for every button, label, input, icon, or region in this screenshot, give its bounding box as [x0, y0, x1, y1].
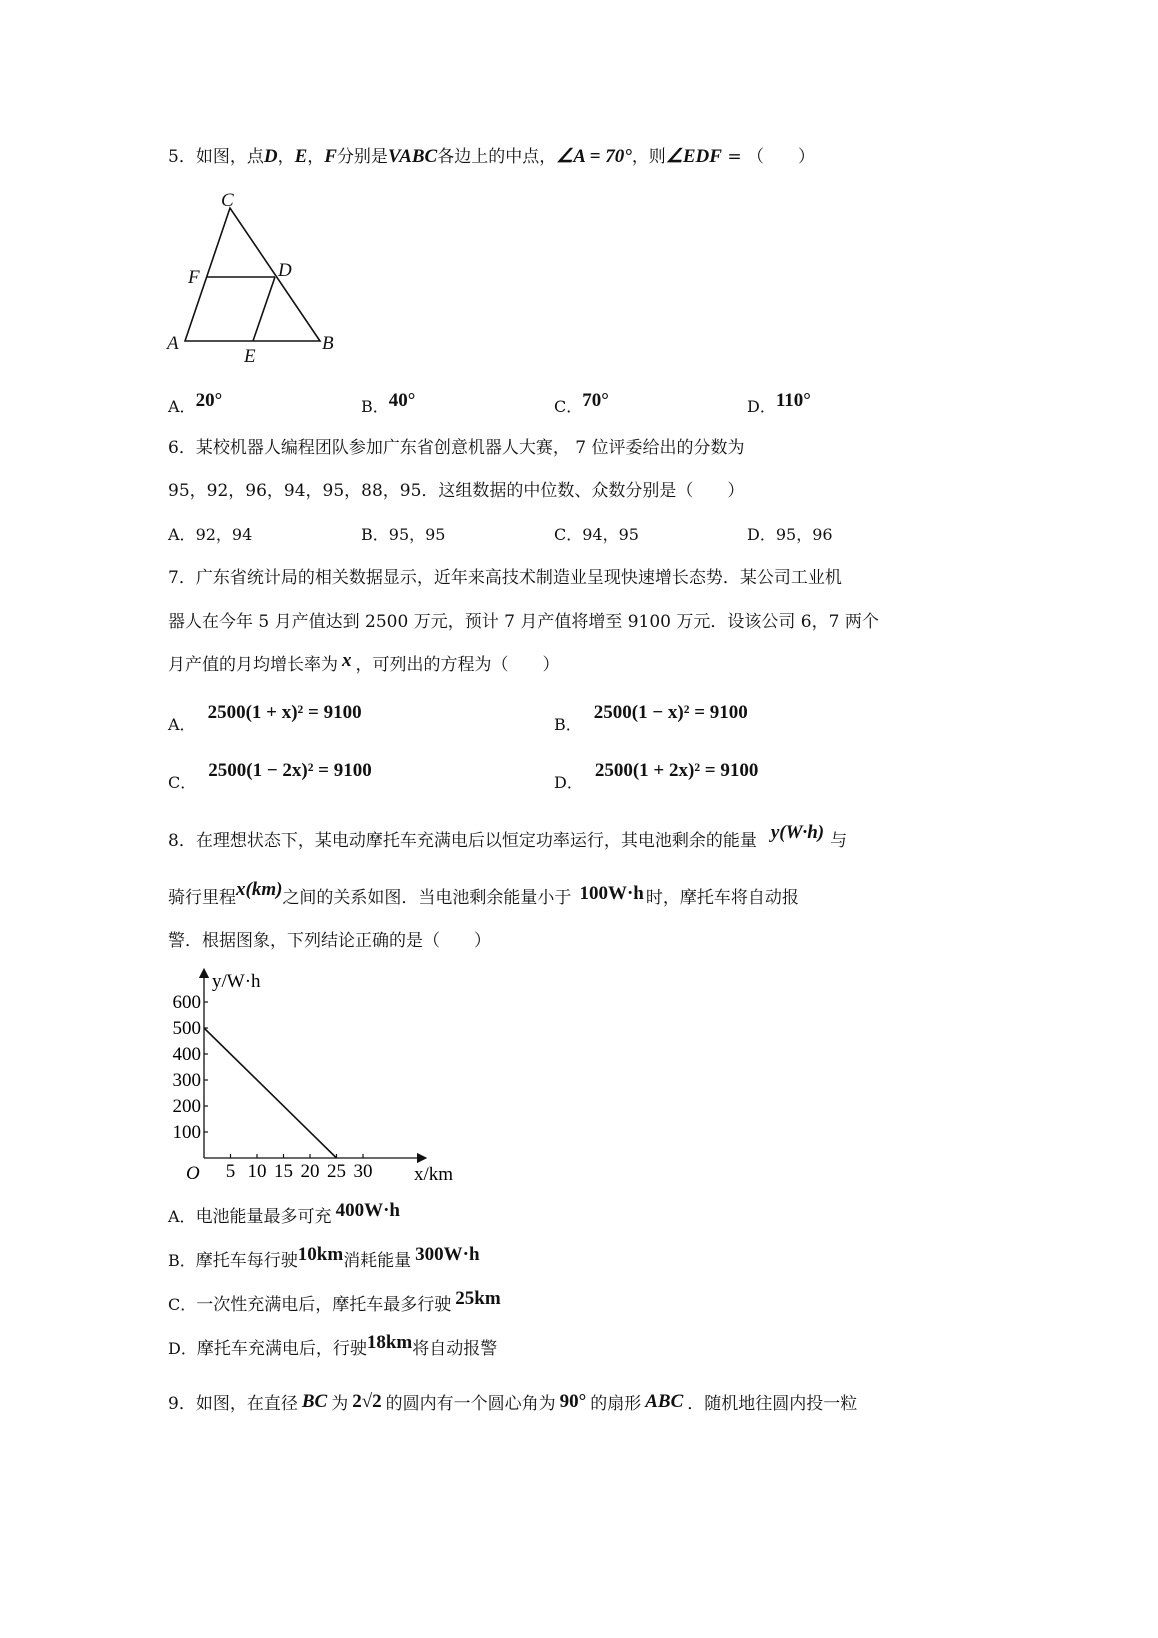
x-tick-label-15: 15	[274, 1161, 293, 1182]
label-e: E	[244, 346, 256, 367]
y-tick-label-500: 500	[172, 1018, 201, 1039]
label-d: D	[278, 260, 292, 281]
q5-option-d[interactable]: D．110°	[747, 390, 811, 416]
triangle-abc: VABC	[387, 146, 438, 167]
q7-option-c[interactable]: C．2500(1 − 2x)² = 9100	[168, 760, 372, 792]
angle-a: ∠A = 70°	[556, 146, 632, 167]
q7-stem-line2: 器人在今年 5 月产值达到 2500 万元，预计 7 月产值将增至 9100 万元．设该公司 6，7 两个	[168, 612, 879, 632]
x-tick-label-20: 20	[300, 1161, 320, 1182]
series-line-y	[204, 1028, 337, 1158]
q7-option-b[interactable]: B．2500(1 − x)² = 9100	[554, 702, 748, 734]
q8-stem-line1: 8．在理想状态下，某电动摩托车充满电后以恒定功率运行，其电池剩余的能量 y(W·h) 与	[168, 822, 848, 851]
q6-option-b[interactable]: B．95，95	[361, 525, 446, 544]
label-c: C	[221, 190, 234, 211]
y-tick-label-400: 400	[172, 1044, 201, 1065]
y-axis-label: y/W·h	[212, 971, 261, 992]
q6-stem-line1: 6．某校机器人编程团队参加广东省创意机器人大赛， 7 位评委给出的分数为	[168, 438, 745, 458]
q5-triangle-figure	[160, 190, 360, 370]
x-tick-label-5: 5	[225, 1161, 236, 1182]
q5-option-a[interactable]: A．20°	[168, 390, 223, 416]
q7-stem-line3: 月产值的月均增长率为 x ，可列出的方程为（ ）	[168, 650, 560, 675]
x-tick-label-25: 25	[327, 1161, 346, 1182]
q8-option-d[interactable]: D．摩托车充满电后，行驶18km将自动报警	[168, 1332, 498, 1359]
x-tick-label-10: 10	[247, 1161, 267, 1182]
q5-option-b[interactable]: B．40°	[361, 390, 416, 416]
x-axis-label: x/km	[414, 1164, 454, 1185]
segment-de	[253, 277, 275, 341]
q8-stem-line3: 警．根据图象，下列结论正确的是（ ）	[168, 931, 491, 951]
q5-option-c[interactable]: C．70°	[554, 390, 609, 416]
label-b: B	[322, 333, 334, 354]
q7-option-a[interactable]: A．2500(1 + x)² = 9100	[168, 702, 362, 734]
q6-stem-line2: 95，92，96，94，95，88，95．这组数据的中位数、众数分别是（ ）	[168, 481, 745, 501]
angle-edf: ∠EDF	[665, 146, 722, 167]
triangle-abc-shape	[185, 208, 320, 341]
q6-option-d[interactable]: D．95，96	[747, 525, 833, 544]
q8-option-c[interactable]: C．一次性充满电后，摩托车最多行驶 25km	[168, 1288, 501, 1315]
y-tick-label-200: 200	[172, 1096, 201, 1117]
q5-number: 5．	[168, 147, 196, 167]
label-f: F	[188, 267, 200, 288]
q7-option-d[interactable]: D．2500(1 + 2x)² = 9100	[554, 760, 759, 792]
q8-option-a[interactable]: A．电池能量最多可充 400W·h	[168, 1200, 400, 1227]
origin-label: O	[186, 1163, 200, 1184]
y-tick-label-300: 300	[172, 1070, 201, 1091]
q6-option-c[interactable]: C．94，95	[554, 525, 639, 544]
q6-option-a[interactable]: A．92，94	[168, 525, 253, 544]
y-tick-label-600: 600	[172, 992, 201, 1013]
y-tick-label-100: 100	[172, 1122, 201, 1143]
q8-stem-line2: 骑行里程x(km)之间的关系如图．当电池剩余能量小于 100W·h 时，摩托车将自动报	[168, 879, 799, 908]
q7-stem-line1: 7．广东省统计局的相关数据显示，近年来高技术制造业呈现快速增长态势．某公司工业机	[168, 568, 842, 588]
q8-option-b[interactable]: B．摩托车每行驶10km消耗能量 300W·h	[168, 1244, 480, 1271]
x-tick-label-30: 30	[353, 1161, 373, 1182]
q9-stem: 9．如图，在直径 BC 为 2√2 的圆内有一个圆心角为 90° 的扇形 ABC ．随机地往圆内投一粒	[168, 1391, 858, 1414]
q5-stem: 5．如图，点D，E，F分别是VABC各边上的中点，∠A = 70°，则∠EDF = （ ）	[168, 146, 815, 167]
label-a: A	[167, 333, 179, 354]
q8-line-chart	[160, 965, 470, 1190]
